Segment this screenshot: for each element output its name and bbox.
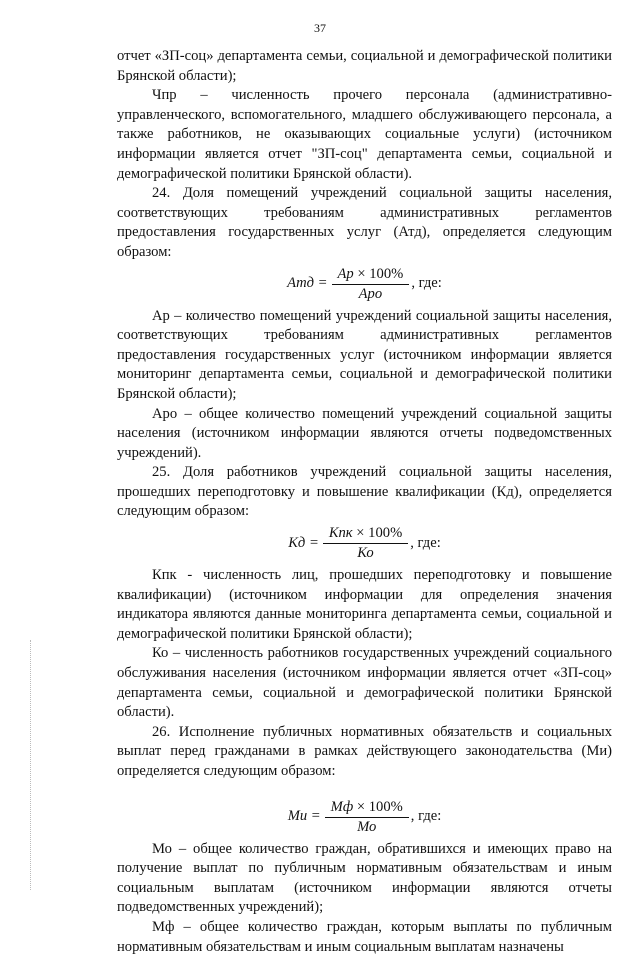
formula-kd-lhs: Кд = — [288, 534, 319, 551]
paragraph-ko: Ко – численность работников государственных учреждений социального обслуживания населения (источником информации является отчет «ЗП-соц» департамента семьи, социальной и демографической политики Брянской области). — [117, 645, 612, 721]
formula-kd-tail: , где: — [410, 534, 441, 551]
paragraph-item-25: 25. Доля работников учреждений социальной защиты населения, прошедших переподготовку и повышение квалификации (Кд), определяется следующим образом: — [117, 464, 612, 520]
paragraph-mo: Мо – общее количество граждан, обратившихся и имеющих право на получение выплат по публичным нормативным обязательствам и иным социальным выплатам (источником информации являются отчеты подведомственных учреждений); — [117, 840, 612, 916]
binding-margin-marks — [30, 640, 32, 890]
paragraph-chpr: Чпр – численность прочего персонала (административно-управленческого, вспомогательного, младшего обслуживающего персонала, а также работников, не оказывающих социальные услуги) (источником информации является отчет "ЗП-соц" департамента семьи, социальной и демографической политики Брянской области). — [117, 87, 612, 182]
formula-atd — [117, 266, 612, 303]
formula-mi-num-op: × 100% — [356, 798, 403, 815]
formula-kd-denominator: Ко — [357, 545, 374, 562]
formula-mi-numerator — [325, 799, 409, 818]
formula-mi-num-var: Мф — [330, 798, 354, 815]
formula-atd-num-op: × 100% — [357, 265, 404, 282]
paragraph-aro: Аро – общее количество помещений учреждений социальной защиты населения (источником информации являются отчеты подведомственных учреждений). — [117, 405, 612, 461]
spacer — [117, 782, 612, 796]
formula-kd — [117, 525, 612, 562]
formula-atd-denominator: Аро — [358, 285, 383, 302]
document-body — [117, 47, 612, 957]
formula-mi-fraction — [325, 799, 409, 836]
page-number: 37 — [314, 21, 326, 35]
paragraph-item-24: 24. Доля помещений учреждений социальной защиты населения, соответствующих требованиям административных регламентов предоставления государственных услуг (Атд), определяется следующим образом: — [117, 185, 612, 260]
paragraph-item-26: 26. Исполнение публичных нормативных обязательств и социальных выплат перед гражданами в рамках действующего законодательства (Ми) определяется следующим образом: — [117, 723, 612, 779]
formula-kd-num-var: Кпк — [328, 525, 353, 542]
formula-mi — [117, 799, 612, 836]
formula-mi-tail: , где: — [410, 808, 442, 825]
paragraph-mf: Мф – общее количество граждан, которым выплаты по публичным нормативным обязательствам и иным социальным выплатам назначены — [117, 918, 612, 955]
formula-atd-lhs: Атд = — [287, 275, 328, 292]
formula-atd-tail: , где: — [411, 275, 442, 292]
formula-atd-numerator — [332, 266, 410, 285]
formula-mi-lhs: Ми = — [287, 808, 321, 825]
paragraph-kpk: Кпк - численность лиц, прошедших переподготовку и повышение квалификации) (источником информации для определения значения индикатора являются данные мониторинга департамента семьи, социальной и демографической политики Брянской области); — [117, 567, 612, 642]
formula-kd-numerator — [323, 525, 408, 544]
formula-atd-fraction — [332, 266, 410, 303]
formula-mi-denominator: Мо — [357, 818, 377, 835]
paragraph-ar: Ар – количество помещений учреждений социальной защиты населения, соответствующих требованиям административных регламентов предоставления государственных услуг (источником информации является мониторинг департамента семьи, социальной и демографической политики Брянской области); — [117, 307, 612, 402]
formula-kd-num-op: × 100% — [356, 525, 403, 542]
formula-kd-fraction — [323, 525, 408, 562]
formula-atd-num-var: Ар — [337, 265, 354, 282]
paragraph-continuation: отчет «ЗП-соц» департамента семьи, социальной и демографической политики Брянской области); — [117, 48, 612, 84]
